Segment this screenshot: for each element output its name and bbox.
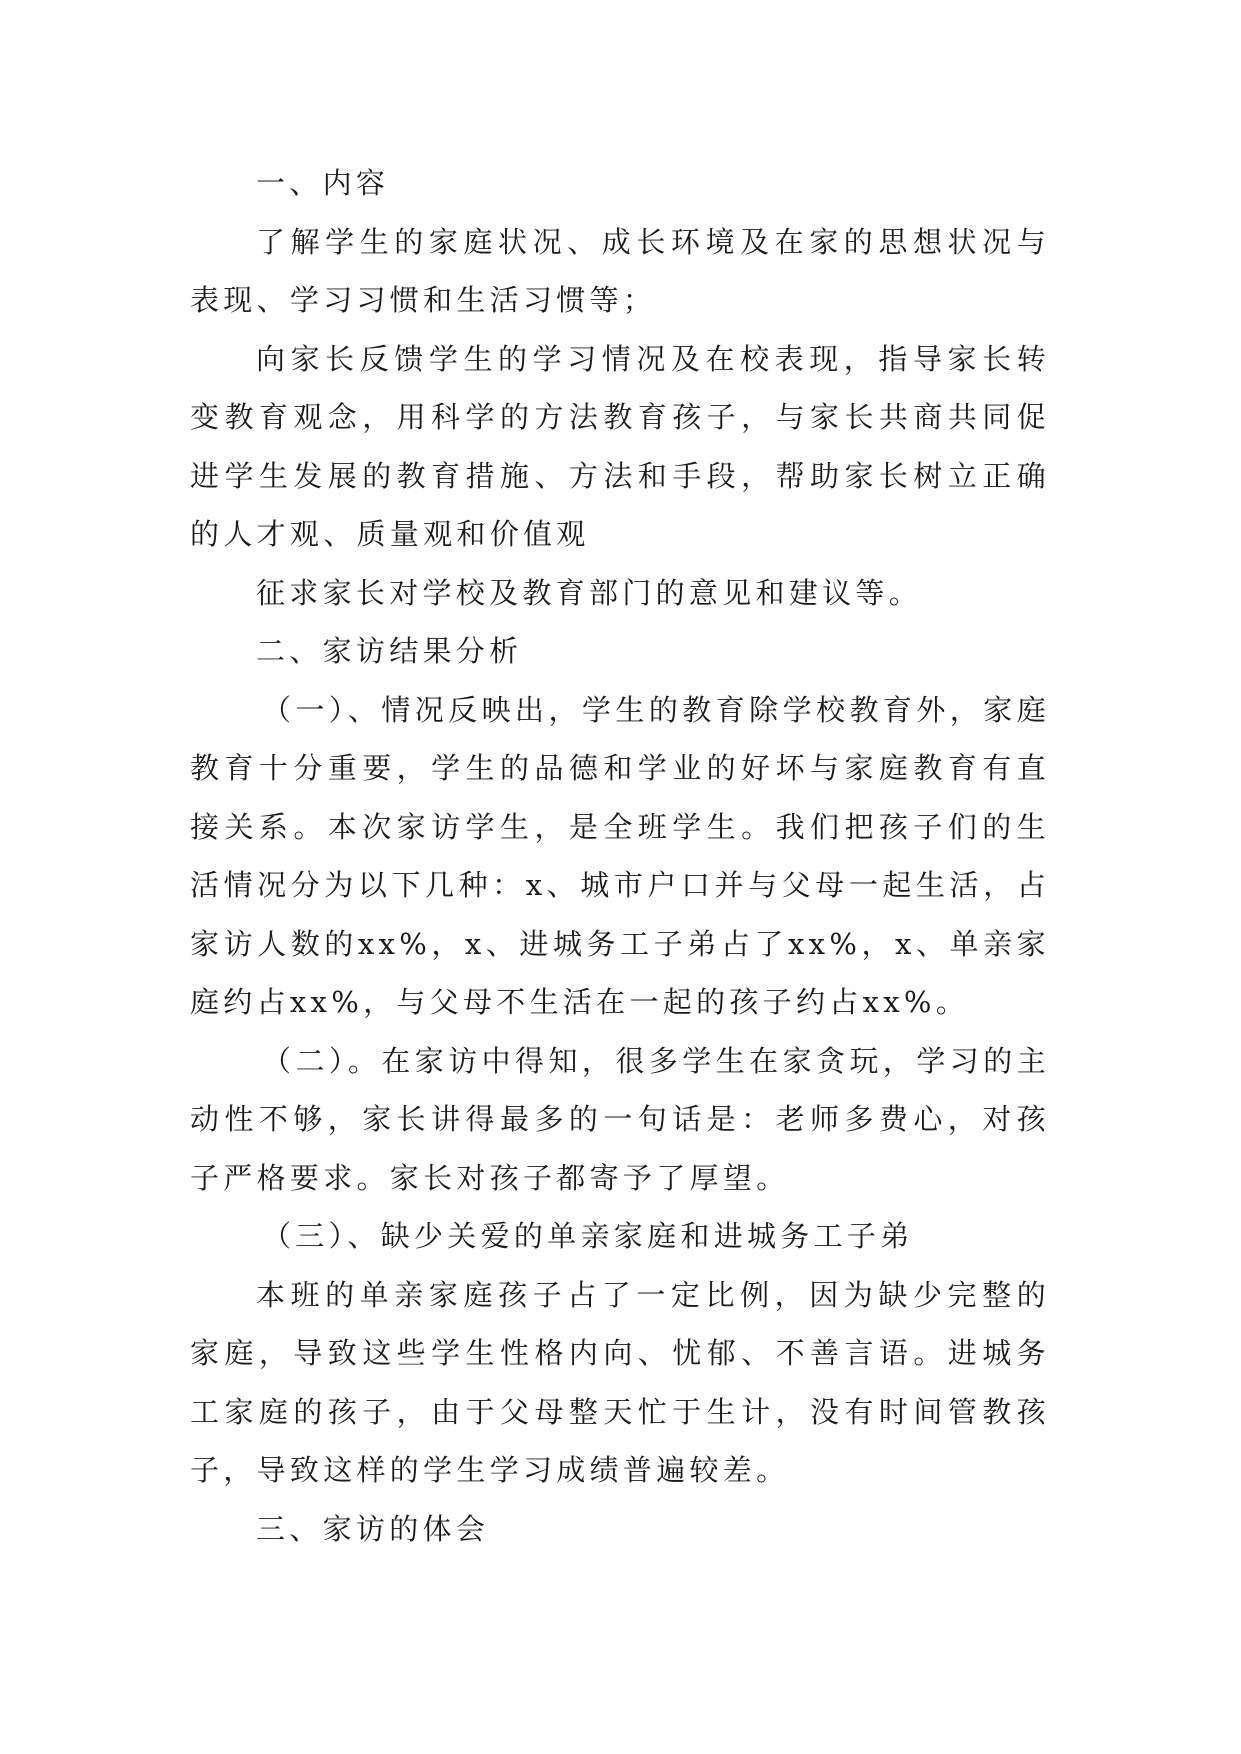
- paragraph-result-three-title: （三）、缺少关爱的单亲家庭和进城务工子弟: [262, 1219, 914, 1253]
- paragraph-result-two: （二）。在家访中得知，很多学生在家贪玩，学习的主动性不够，家长讲得最多的一句话是：老师多费心，对孩子严格要求。家长对孩子都寄予了厚望。: [190, 1043, 1050, 1195]
- heading-visit-reflections: 三、家访的体会: [256, 1511, 490, 1546]
- paragraph-result-one: （一）、情况反映出，学生的教育除学校教育外，家庭教育十分重要，学生的品德和学业的好坏与家庭教育有直接关系。本次家访学生，是全班学生。我们把孩子们的生活情况分为以下几种：x、城市户口并与父母一起生活，占家访人数的xx%，x、进城务工子弟占了xx%，x、单亲家庭约占xx%，与父母不生活在一起的孩子约占xx%。: [190, 692, 1050, 1019]
- paragraph-feedback-to-parents: 向家长反馈学生的学习情况及在校表现，指导家长转变教育观念，用科学的方法教育孩子，与家长共商共同促进学生发展的教育措施、方法和手段，帮助家长树立正确的人才观、质量观和价值观: [190, 341, 1050, 551]
- heading-visit-results: 二、家访结果分析: [256, 634, 523, 668]
- paragraph-single-parent: 本班的单亲家庭孩子占了一定比例，因为缺少完整的家庭，导致这些学生性格内向、忧郁、不善言语。进城务工家庭的孩子，由于父母整天忙于生计，没有时间管教孩子，导致这样的学生学习成绩普遍较差。: [190, 1277, 1050, 1487]
- paragraph-solicit-opinions: 征求家长对学校及教育部门的意见和建议等。: [256, 575, 923, 610]
- document-page: [190, 154, 1050, 1558]
- heading-content: 一、内容: [256, 166, 390, 200]
- paragraph-understand-students: 了解学生的家庭状况、成长环境及在家的思想状况与表现、学习习惯和生活习惯等；: [190, 224, 1050, 317]
